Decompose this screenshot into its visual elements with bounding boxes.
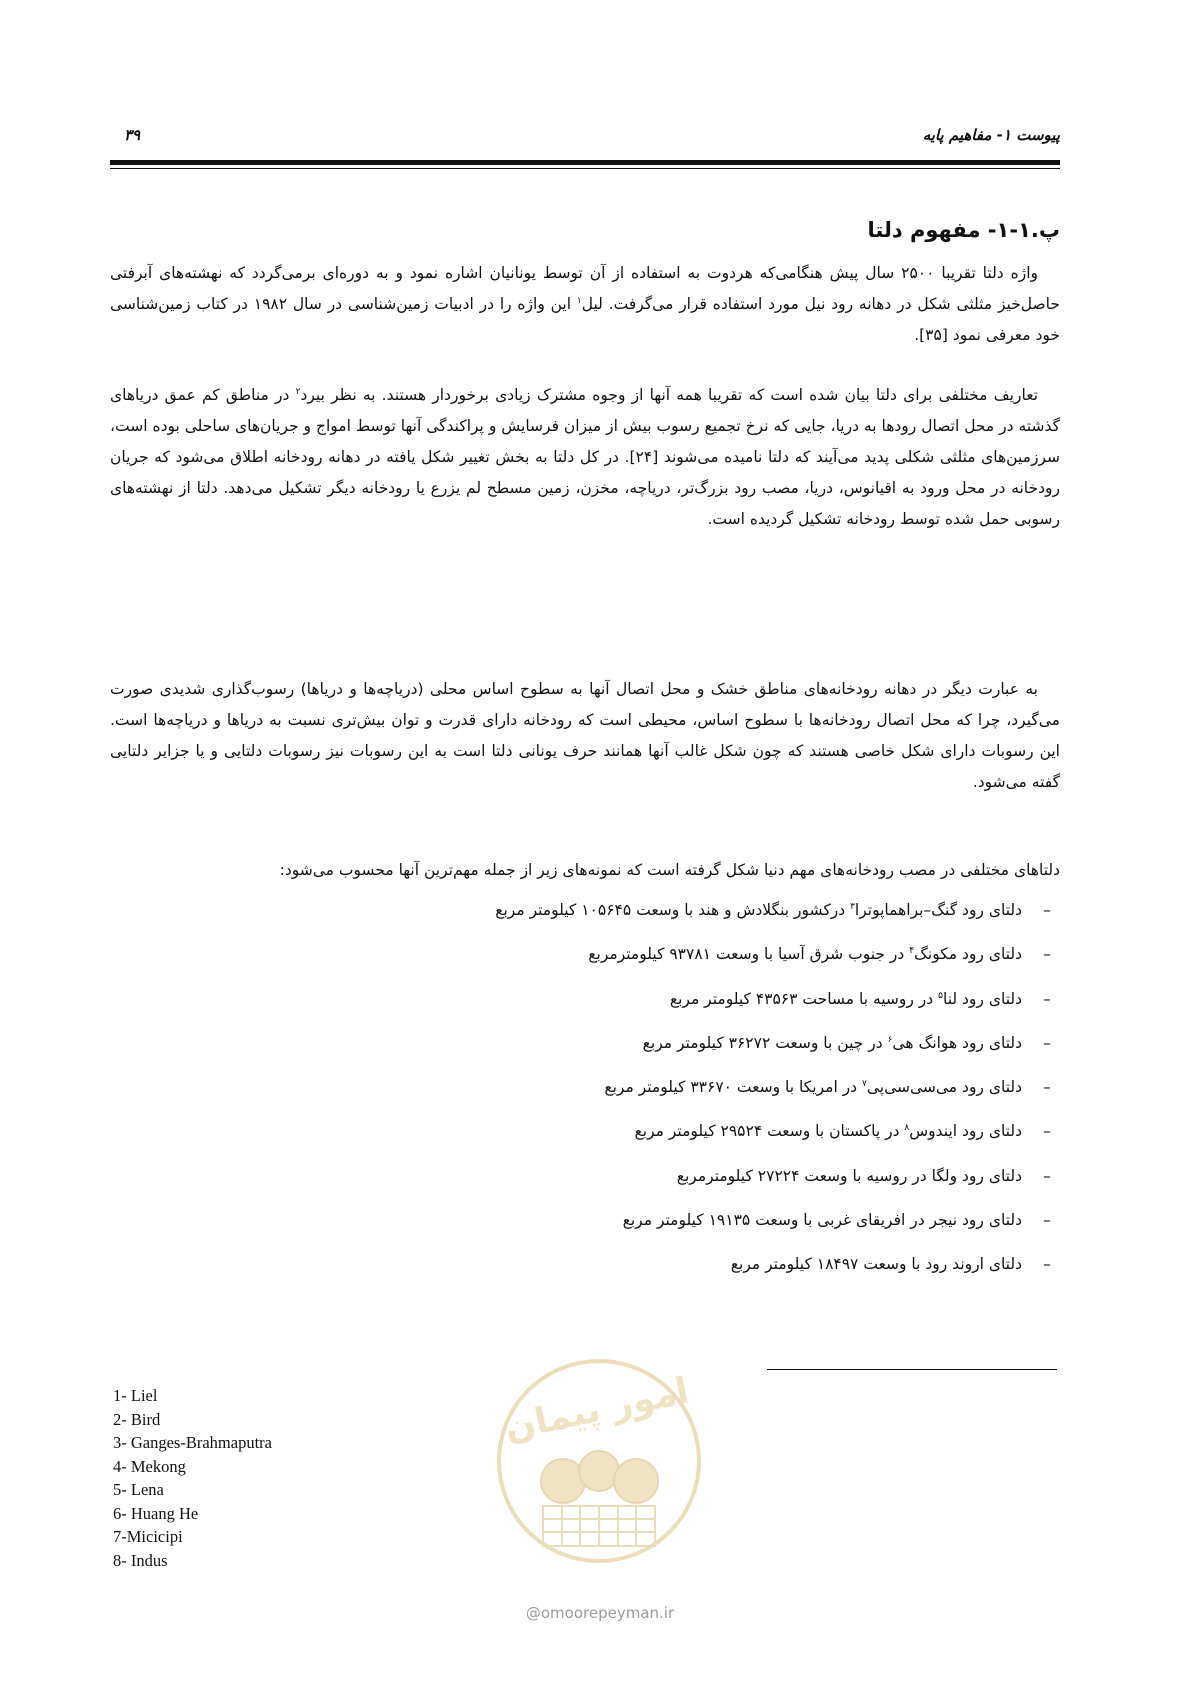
paragraph-2 [110,380,1060,535]
delta-text-b: درکشور بنگلادش و هند با وسعت ۱۰۵۶۴۵ کیلومتر مربع [495,901,851,919]
list-item [280,977,1060,1021]
footnote-ref: ۴ [909,946,915,957]
dash-bullet: – [1043,1078,1051,1097]
list-item [280,1021,1060,1065]
list-item [280,1242,1060,1286]
list-item [280,932,1060,976]
footnote-separator [767,1369,1057,1370]
dash-bullet: – [1043,1033,1051,1052]
delta-text-b: در امریکا با وسعت ۳۳۶۷۰ کیلومتر مربع [604,1078,862,1097]
dash-bullet: – [1043,1166,1051,1185]
delta-text-a: دلتای اروند رود با وسعت ۱۸۴۹۷ کیلومتر مربع [730,1255,1022,1274]
header-rule-thick [110,160,1060,165]
footnote-2: 2- Bird [113,1409,161,1429]
footnote-ref: ۵ [938,990,943,1001]
list-item [280,1065,1060,1109]
footnote-6: 6- Huang He [113,1503,199,1523]
delta-text-a: دلتای رود هوانگ هی [892,1033,1022,1052]
delta-text-b: در پاکستان با وسعت ۲۹۵۲۴ کیلومتر مربع [634,1122,905,1141]
list-item [280,888,1060,932]
page-header [110,126,1060,146]
footnote-7: 7-Micicipi [113,1527,183,1546]
delta-text-a: دلتای رود نیجر در افریقای غربی با وسعت ۱۹۱۳۵ کیلومتر مربع [622,1211,1022,1230]
svg-text:امور پیمان: امور پیمان [500,1370,693,1450]
paragraph-1 [110,258,1060,351]
delta-text-a: دلتای رود می‌سی‌سی‌پی [866,1078,1022,1097]
delta-text-b: در روسیه با مساحت ۴۳۵۶۳ کیلومتر مربع [669,989,939,1008]
dash-bullet: – [1043,945,1051,964]
delta-text-a: دلتای رود لنا [942,989,1022,1008]
list-item [280,1154,1060,1198]
running-header-title: پیوست ۱- مفاهیم پایه [922,126,1060,144]
footnote-ref: ۶ [887,1034,893,1045]
footnote-1: 1- Liel [113,1386,158,1405]
footnote-ref: ۷ [862,1079,867,1090]
delta-text-a: دلتای رود گنگ–براهماپوترا [854,901,1022,919]
footnote-3: 3- Ganges-Brahmaputra [113,1433,272,1452]
delta-text-a: دلتای رود ایندوس [909,1122,1022,1141]
footnote-5: 5- Lena [113,1480,164,1499]
watermark-logo-icon [488,1331,710,1591]
list-item [280,1109,1060,1153]
paragraph-2-text-b: در مناطق کم عمق دریاهای گذشته در محل اتصال رودها به دریا، جایی که نرخ تجمیع رسوب بیش از میزان فرسایش و پراکندگی آنها توسط امواج و جریان‌های ساحلی بوده است، سرزمین‌های مثلثی شکلی پدید می‌آیند که دلتا نامیده می‌شوند [۲۴]. در کل دلتا به بخش تغییر شکل یافته در دهانه رودخانه اطلاق می‌شود که جریان رودخانه در محل ورود به اقیانوس، دریا، مصب رود بزرگ‌تر، دریاچه، مخزن، زمین مسطح لم یزرع یا رودخانه دیگر تشکیل می‌دهد. دلتا از نهشته‌های رسوبی حمل شده توسط رودخانه تشکیل گردیده است. [110,386,1060,528]
dash-bullet: – [1043,1211,1051,1230]
page-number: ۳۹ [124,126,141,144]
deltas-intro: دلتاهای مختلفی در مصب رودخانه‌های مهم دنیا شکل گرفته است که نمونه‌های زیر از جمله مهم‌ترین آنها محسوب می‌شود: [279,861,1060,879]
watermark-url: @omoorepeyman.ir [525,1604,675,1622]
paragraph-3-text: به عبارت دیگر در دهانه رودخانه‌های مناطق خشک و محل اتصال آنها به سطوح اساس محلی (دریاچه‌ها و دریاها) رسوب‌گذاری شدیدی صورت می‌گیرد، چرا که محل اتصال رودخانه‌ها با سطوح اساس، محیطی است که رودخانه دارای قدرت و توان بیش‌تری نسبت به دریاها و دریاچه‌ها است. این رسوبات دارای شکل خاصی هستند که چون شکل غالب آنها همانند حرف یونانی دلتا است به این رسوبات نیز رسوبات دلتایی و یا جزایر دلتایی گفته می‌شود. [110,680,1060,791]
delta-text-a: دلتای رود ولگا در روسیه با وسعت ۲۷۲۲۴ کیلومترمربع [676,1166,1022,1185]
deltas-list [280,888,1060,1287]
dash-bullet: – [1043,901,1051,919]
dash-bullet: – [1043,1122,1051,1141]
delta-text-b: در چین با وسعت ۳۶۲۷۲ کیلومتر مربع [642,1033,888,1052]
footnote-8: 8- Indus [113,1550,168,1570]
section-heading: پ.۱-۱- مفهوم دلتا [867,218,1060,242]
dash-bullet: – [1043,1255,1051,1274]
footnote-4: 4- Mekong [113,1456,186,1476]
delta-text-b: در جنوب شرق آسیا با وسعت ۹۳۷۸۱ کیلومترمربع [588,945,910,964]
footnote-ref-1: ۱ [576,295,582,306]
dash-bullet: – [1043,989,1051,1008]
footnote-ref-2: ۲ [295,386,301,397]
footnotes-list [113,1384,272,1572]
footnote-ref: ۳ [850,901,855,912]
footnote-ref: ۸ [904,1123,910,1134]
header-rule-thin [110,168,1060,169]
paragraph-3 [110,674,1060,798]
list-item [280,1198,1060,1242]
paragraph-1-text-a: واژه دلتا تقریبا ۲۵۰۰ سال پیش هنگامی‌که هردوت به استفاده از آن توسط یونانیان اشاره نمود و به دوره‌ای برمی‌گردد که نهشته‌های آبرفتی حاصل‌خیز مثلثی شکل در دهانه رود نیل مورد استفاده قرار می‌گرفت. لیل [110,264,1060,313]
paragraph-2-text-a: تعاریف مختلفی برای دلتا بیان شده است که تقریبا همه آنها از وجوه مشترک زیادی برخوردار هستند. به نظر بیرد [300,386,1038,404]
delta-text-a: دلتای رود مکونگ [914,945,1022,964]
paragraph-1-text-b: این واژه را در ادبیات زمین‌شناسی در سال ۱۹۸۲ در کتاب زمین‌شناسی خود معرفی نمود [۳۵]. [110,295,1060,344]
